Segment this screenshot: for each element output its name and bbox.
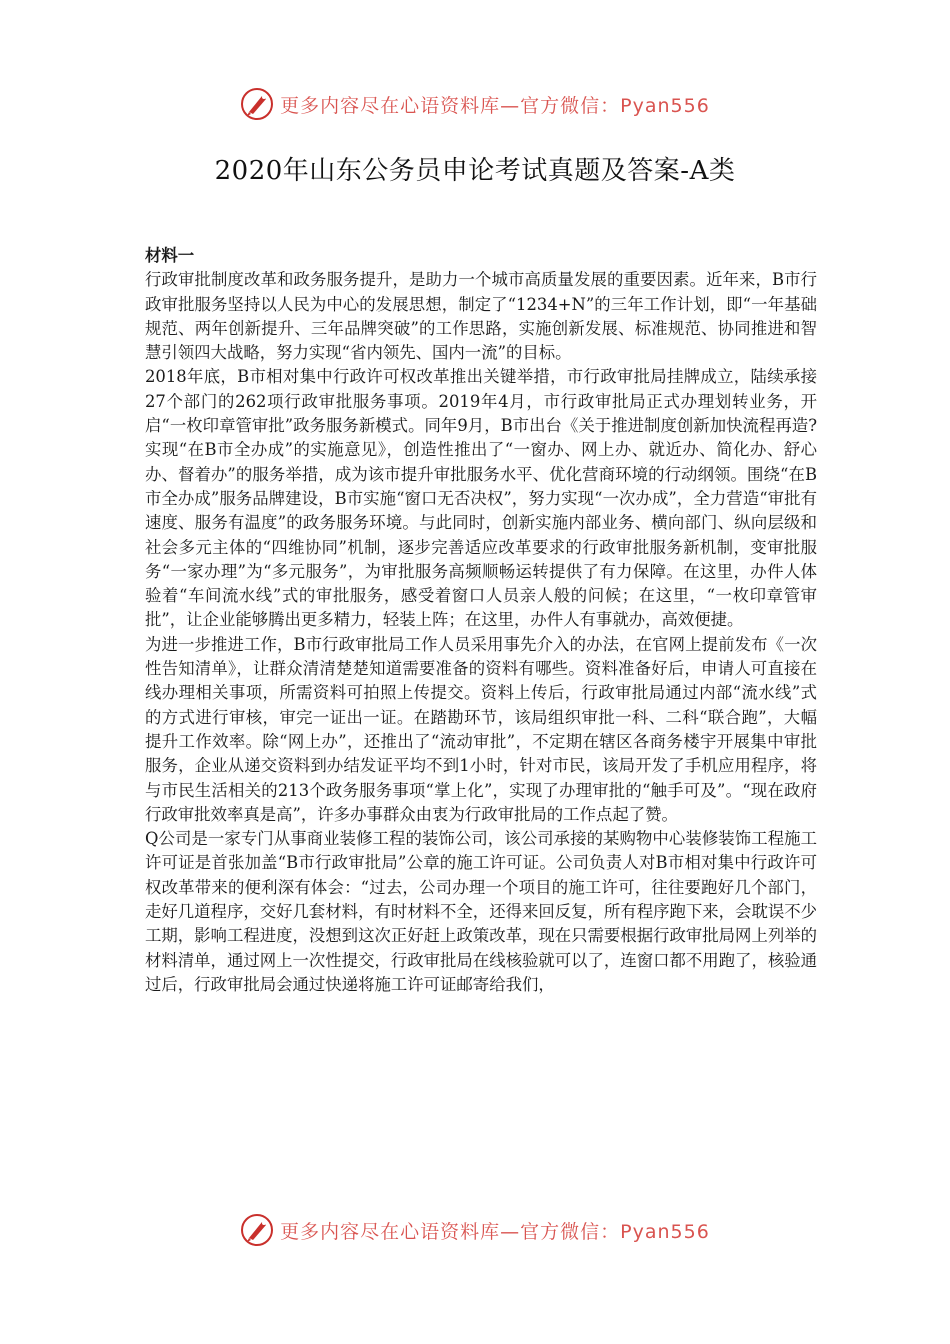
header-banner — [0, 84, 950, 124]
header-banner-text: 更多内容尽在心语资料库—官方微信：Pyan556 — [280, 94, 710, 117]
pen-nib-logo-icon — [240, 1213, 274, 1247]
document-title: 2020年山东公务员申论考试真题及答案-A类 — [214, 156, 736, 186]
paragraph: Q公司是一家专门从事商业装修工程的装饰公司，该公司承接的某购物中心装修装饰工程施工许可证是首张加盖“B市行政审批局”公章的施工许可证。公司负责人对B市相对集中行政许可权改革带来的便利深有体会：“过去，公司办理一个项目的施工许可，往往要跑好几个部门，走好几道程序，交好几套材料，有时材料不全，还得来回反复，所有程序跑下来，会耽误不少工期，影响工程进度，没想到这次正好赶上政策改革，现在只需要根据行政审批局网上列举的材料清单，通过网上一次性提交，行政审批局在线核验就可以了，连窗口都不用跑了，核验通过后，行政审批局会通过快递将施工许可证邮寄给我们， — [145, 829, 818, 994]
document-body — [145, 244, 817, 997]
paragraph: 2018年底，B市相对集中行政许可权改革推出关键举措，市行政审批局挂牌成立，陆续承接27个部门的262项行政审批服务事项。2019年4月，市行政审批局正式办理划转业务，开启“一枚印章管审批”政务服务新模式。同年9月，B市出台《关于推进制度创新加快流程再造?实现“在B市全办成”的实施意见》，创造性推出了“一窗办、网上办、就近办、简化办、舒心办、督着办”的服务举措，成为该市提升审批服务水平、优化营商环境的行动纲领。围绕“在B市全办成”服务品牌建设，B市实施“窗口无否决权”，努力实现“一次办成”，全力营造“审批有速度、服务有温度”的政务服务环境。与此同时，创新实施内部业务、横向部门、纵向层级和社会多元主体的“四维协同”机制，逐步完善适应改革要求的行政审批服务新机制，变审批服务“一家办理”为“多元服务”，为审批服务高频顺畅运转提供了有力保障。在这里，办件人体验着“车间流水线”式的审批服务，感受着窗口人员亲人般的问候；在这里，“一枚印章管审批”，让企业能够腾出更多精力，轻装上阵；在这里，办件人有事就办，高效便捷。 — [145, 367, 817, 630]
footer-banner-text: 更多内容尽在心语资料库—官方微信：Pyan556 — [280, 1220, 710, 1243]
section-heading: 材料一 — [145, 246, 195, 265]
paragraph: 行政审批制度改革和政务服务提升，是助力一个城市高质量发展的重要因素。近年来，B市行政审批服务坚持以人民为中心的发展思想，制定了“1234+N”的三年工作计划，即“一年基础规范、两年创新提升、三年品牌突破”的工作思路，实施创新发展、标准规范、协同推进和智慧引领四大战略，努力实现“省内领先、国内一流”的目标。 — [145, 270, 817, 363]
paragraph: 为进一步推进工作，B市行政审批局工作人员采用事先介入的办法，在官网上提前发布《一次性告知清单》，让群众清清楚楚知道需要准备的资料有哪些。资料准备好后，申请人可直接在线办理相关事项，所需资料可拍照上传提交。资料上传后，行政审批局通过内部“流水线”式的方式进行审核，审完一证出一证。在踏勘环节，该局组织审批一科、二科“联合跑”，大幅提升工作效率。除“网上办”，还推出了“流动审批”，不定期在辖区各商务楼宇开展集中审批服务，企业从递交资料到办结发证平均不到1小时，针对市民，该局开发了手机应用程序，将与市民生活相关的213个政务服务事项“掌上化”，实现了办理审批的“触手可及”。“现在政府行政审批效率真是高”，许多办事群众由衷为行政审批局的工作点起了赞。 — [145, 634, 817, 824]
footer-banner — [0, 1210, 950, 1250]
pen-nib-logo-icon — [240, 87, 274, 121]
